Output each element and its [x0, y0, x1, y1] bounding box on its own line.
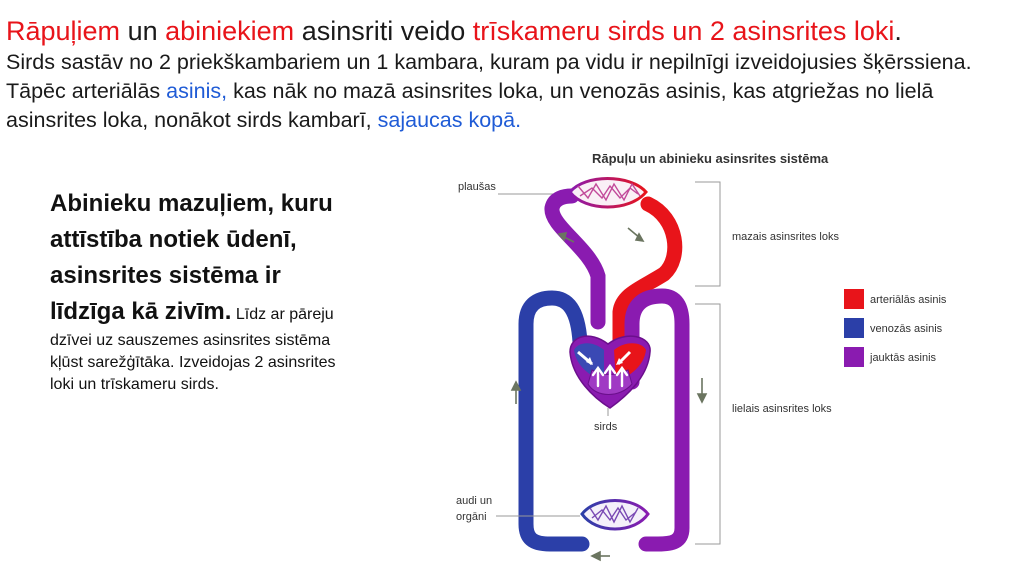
lungs-label: plaušas — [458, 181, 496, 193]
legend-label-mixed: jauktās asinis — [870, 352, 937, 364]
organs-label-line2: orgāni — [456, 511, 487, 523]
legend — [844, 289, 947, 367]
mix-term: sajaucas kopā — [377, 108, 516, 132]
intro-text: un — [120, 16, 166, 46]
organs-label-line1: audi un — [456, 495, 493, 507]
heart-loops-term: trīskameru sirds un 2 asinsrites loki — [472, 16, 895, 46]
asinis-term: asinis, — [166, 79, 228, 103]
side-bold-text: Abinieku mazuļiem, kuru attīstība notiek ūdenī, asinsrites sistēma ir līdzīga kā zivīm. — [50, 190, 333, 325]
large-loop-label: lielais asinsrites loks — [732, 403, 832, 415]
organs-capillaries — [582, 501, 648, 530]
circulation-diagram-svg — [420, 146, 1020, 566]
circulation-diagram — [420, 146, 1020, 566]
intro-paragraph — [6, 14, 1018, 135]
side-text — [50, 186, 350, 396]
small-loop-bracket — [695, 182, 720, 286]
intro-text: asinsriti veido — [294, 16, 473, 46]
flow-arrow-icon — [592, 552, 600, 560]
legend-swatch-arterial — [844, 289, 864, 309]
legend-swatch-venous — [844, 318, 864, 338]
intro-text: Sirds sastāv no 2 priekškambariem un 1 kambara, kuram pa vidu ir nepilnīgi izveidojusies šķērssiena. Tāpēc arteriālās — [6, 50, 972, 103]
large-loop-bracket — [695, 304, 720, 544]
legend-label-arterial: arteriālās asinis — [870, 294, 947, 306]
diagram-title: Rāpuļu un abinieku asinsrites sistēma — [592, 151, 829, 166]
heart-flow-arrows — [593, 366, 627, 388]
amphibians-term: abiniekiem — [165, 16, 295, 46]
intro-text: . — [894, 16, 902, 46]
small-loop-label: mazais asinsrites loks — [732, 231, 839, 243]
heart-label: sirds — [594, 421, 618, 433]
flow-arrow-icon — [559, 233, 566, 240]
intro-end: . — [515, 108, 522, 132]
legend-label-venous: venozās asinis — [870, 323, 943, 335]
reptiles-term: Rāpuļiem — [6, 16, 121, 46]
side-normal-text: Līdz ar pāreju dzīvei uz sauszemes asinsrites sistēma kļūst sarežģītāka. Izveidojas 2 asinsrites loki un trīskameru sirds. — [50, 306, 336, 393]
flow-arrow-icon — [698, 394, 706, 402]
venous-vessel — [526, 298, 582, 544]
lungs-capillaries — [570, 179, 646, 208]
intro-text: kas nāk no mazā asinsrites loka, un venozās asinis, kas atgriežas no lielā asinsrites loka, nonākot sirds kambarī, — [6, 79, 934, 132]
legend-swatch-mixed — [844, 347, 864, 367]
